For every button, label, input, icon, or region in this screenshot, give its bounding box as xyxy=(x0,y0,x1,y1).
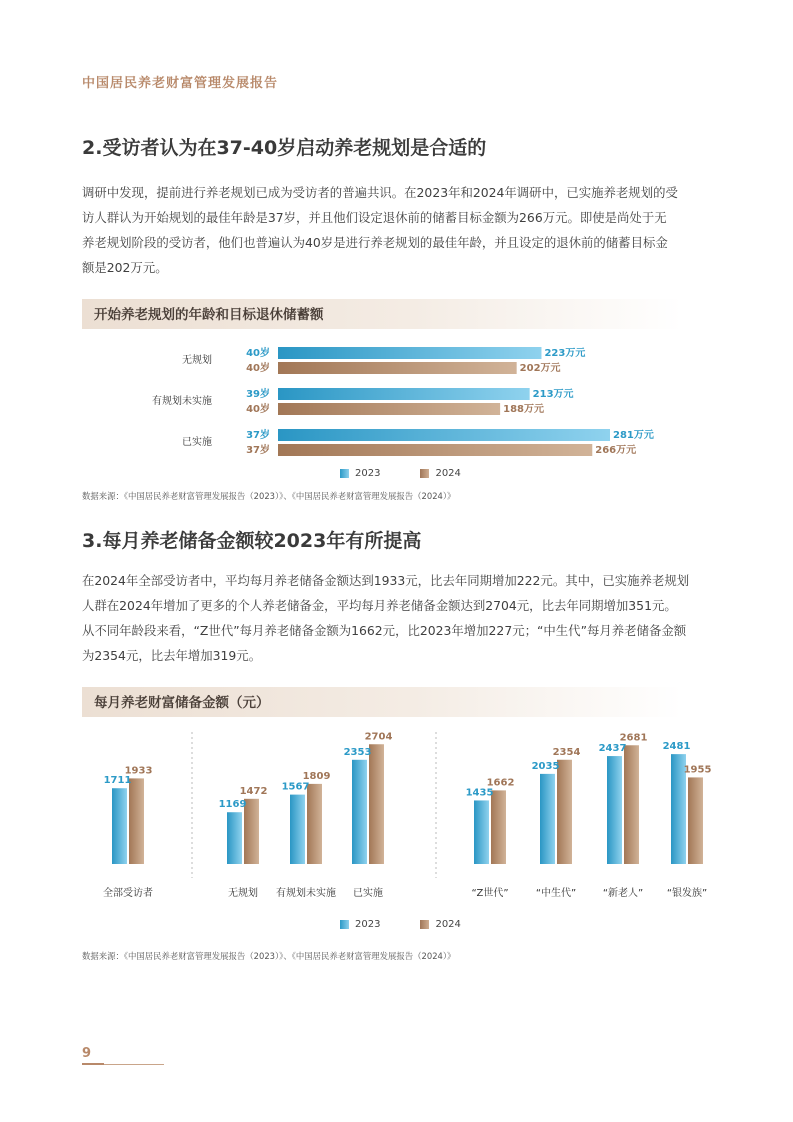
category-label: 无规划 xyxy=(228,888,258,899)
bar-2024 xyxy=(688,777,703,864)
value-label-2023: 223万元 xyxy=(544,348,586,359)
legend-item-2024 xyxy=(420,468,460,479)
page-number: 9 xyxy=(82,1046,92,1061)
value-label-2024: 188万元 xyxy=(503,404,544,415)
value-label-2023: 1435 xyxy=(465,787,494,799)
age-label-2023: 40岁 xyxy=(246,348,270,359)
value-label-2023: 281万元 xyxy=(613,430,654,441)
report-header-title: 中国居民养老财富管理发展报告 xyxy=(82,76,279,91)
chart-1-legend xyxy=(340,468,501,479)
value-label-2023: 1567 xyxy=(281,781,310,793)
bar-2024 xyxy=(129,778,144,864)
category-label: 全部受访者 xyxy=(103,888,153,899)
category-label: 有规划未实施 xyxy=(276,888,336,899)
bar-2023 xyxy=(278,347,541,359)
bar-2023 xyxy=(112,788,127,864)
paragraph-line: 额是202万元。 xyxy=(82,260,168,275)
section-3-title: 3.每月养老储备金额较2023年有所提高 xyxy=(82,530,422,552)
category-label: 已实施 xyxy=(182,437,212,448)
category-label: 有规划未实施 xyxy=(152,396,212,407)
category-label: “Z世代” xyxy=(471,888,509,899)
section-2-paragraph xyxy=(82,180,714,280)
age-label-2023: 37岁 xyxy=(246,430,270,441)
legend-swatch-2024 xyxy=(420,920,429,929)
bar-2024 xyxy=(491,790,506,864)
bar-2024 xyxy=(278,444,592,456)
section-2-title: 2.受访者认为在37-40岁启动养老规划是合适的 xyxy=(82,137,487,159)
chart-2-legend xyxy=(340,919,501,930)
value-label-2024: 266万元 xyxy=(595,445,637,456)
value-label-2023: 213万元 xyxy=(532,389,574,400)
legend-item-2024 xyxy=(420,919,460,930)
bar-2024 xyxy=(369,744,384,864)
legend-swatch-2023 xyxy=(340,920,349,929)
category-label: 已实施 xyxy=(353,888,383,899)
legend-swatch-2024 xyxy=(420,469,429,478)
bar-2023 xyxy=(227,812,242,864)
legend-label-2024: 2024 xyxy=(435,468,461,479)
bar-2023 xyxy=(474,800,489,864)
category-label: “新老人” xyxy=(602,888,644,899)
age-label-2024: 40岁 xyxy=(246,404,270,415)
value-label-2023: 1711 xyxy=(103,775,132,787)
category-label: “银发族” xyxy=(666,888,708,899)
age-label-2024: 40岁 xyxy=(246,363,270,374)
value-label-2023: 2481 xyxy=(662,741,691,753)
bar-2024 xyxy=(624,745,639,864)
legend-label-2023: 2023 xyxy=(355,468,381,479)
bar-2023 xyxy=(290,795,305,864)
legend-label-2024: 2024 xyxy=(435,919,461,930)
value-label-2024: 1472 xyxy=(239,785,268,797)
paragraph-line: 人群在2024年增加了更多的个人养老储备金，平均每月养老储备金额达到2704元，比去年同期增加351元。 xyxy=(82,598,677,613)
category-label: 无规划 xyxy=(182,355,212,366)
chart-2-title: 每月养老财富储备金额（元） xyxy=(94,695,270,711)
chart-2-banner xyxy=(82,687,682,717)
bar-2023 xyxy=(278,388,530,400)
paragraph-line: 从不同年龄段来看，“Z世代”每月养老储备金额为1662元，比2023年增加227元；“中生代”每月养老储备金额 xyxy=(82,623,687,638)
bar-2024 xyxy=(278,403,500,415)
planning-age-chart xyxy=(82,338,702,463)
chart-2-source: 数据来源：《中国居民养老财富管理发展报告（2023）》、《中国居民养老财富管理发展报告（2024）》 xyxy=(82,951,456,961)
bar-2023 xyxy=(278,429,610,441)
legend-label-2023: 2023 xyxy=(355,919,381,930)
value-label-2024: 1662 xyxy=(486,777,515,789)
value-label-2024: 2354 xyxy=(552,746,581,758)
value-label-2024: 1955 xyxy=(683,764,712,776)
paragraph-line: 调研中发现，提前进行养老规划已成为受访者的普遍共识。在2023年和2024年调研中，已实施养老规划的受 xyxy=(82,185,678,200)
chart-1-source: 数据来源：《中国居民养老财富管理发展报告（2023）》、《中国居民养老财富管理发展报告（2024）》 xyxy=(82,491,456,501)
value-label-2024: 1809 xyxy=(302,770,331,782)
paragraph-line: 在2024年全部受访者中，平均每月养老储备金额达到1933元，比去年同期增加222元。其中，已实施养老规划 xyxy=(82,573,690,588)
value-label-2023: 2353 xyxy=(343,746,372,758)
bar-2023 xyxy=(540,774,555,864)
value-label-2024: 1933 xyxy=(124,765,153,777)
legend-swatch-2023 xyxy=(340,469,349,478)
bar-2023 xyxy=(352,760,367,864)
monthly-savings-chart xyxy=(82,728,722,908)
chart-1-banner xyxy=(82,299,682,329)
bar-2023 xyxy=(607,756,622,864)
footer-rule-accent xyxy=(82,1063,104,1065)
chart-1-title: 开始养老规划的年龄和目标退休储蓄额 xyxy=(94,307,324,323)
age-label-2024: 37岁 xyxy=(246,445,270,456)
value-label-2023: 2437 xyxy=(598,743,627,755)
legend-item-2023 xyxy=(340,919,380,930)
section-3-paragraph xyxy=(82,568,714,668)
paragraph-line: 访人群认为开始规划的最佳年龄是37岁，并且他们设定退休前的储蓄目标金额为266万元。即使是尚处于无 xyxy=(82,210,667,225)
category-label: “中生代” xyxy=(535,888,577,899)
bar-2024 xyxy=(278,362,517,374)
paragraph-line: 养老规划阶段的受访者，他们也普遍认为40岁是进行养老规划的最佳年龄，并且设定的退休前的储蓄目标金 xyxy=(82,235,668,250)
value-label-2024: 202万元 xyxy=(519,363,561,374)
age-label-2023: 39岁 xyxy=(246,389,270,400)
paragraph-line: 为2354元，比去年增加319元。 xyxy=(82,648,262,663)
value-label-2024: 2704 xyxy=(364,731,393,743)
value-label-2023: 2035 xyxy=(531,760,560,772)
bar-2024 xyxy=(557,760,572,864)
bar-2024 xyxy=(307,784,322,864)
legend-item-2023 xyxy=(340,468,380,479)
value-label-2023: 1169 xyxy=(218,799,247,811)
value-label-2024: 2681 xyxy=(619,732,648,744)
